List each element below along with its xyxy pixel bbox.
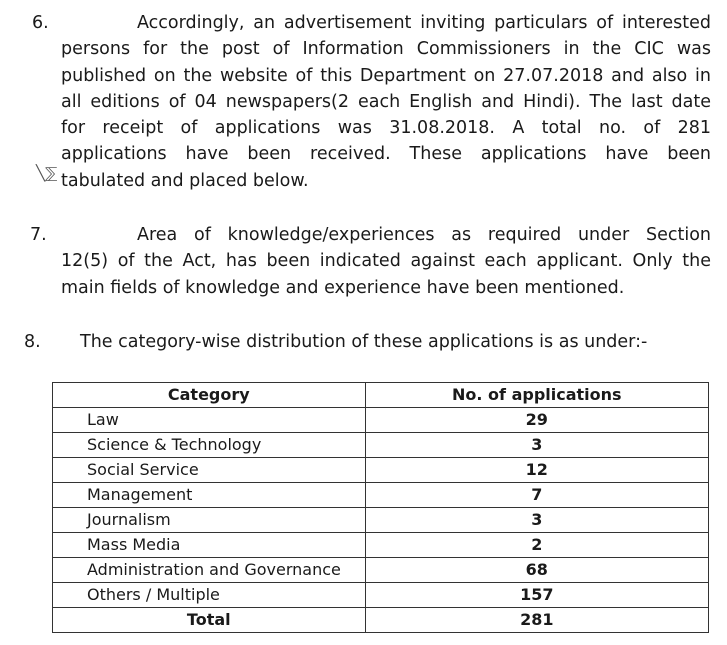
count-cell: 7 <box>365 483 708 508</box>
handwritten-margin-mark: ╲⅀ <box>36 164 58 182</box>
paragraph-line: applications have been received. These applications have been <box>61 144 711 165</box>
paragraph-number: 6. <box>32 13 49 33</box>
table-row <box>53 408 709 433</box>
total-count-cell: 281 <box>365 608 708 633</box>
count-cell: 68 <box>365 558 708 583</box>
count-cell: 2 <box>365 533 708 558</box>
paragraph-line: tabulated and placed below. <box>61 170 309 191</box>
category-cell: Others / Multiple <box>53 583 366 608</box>
paragraph-line: Accordingly, an advertisement inviting particulars of interested <box>137 13 711 33</box>
paragraph-line: main fields of knowledge and experience have been mentioned. <box>61 277 625 298</box>
table-row <box>53 433 709 458</box>
count-cell: 3 <box>365 508 708 533</box>
category-distribution-table <box>52 382 709 633</box>
category-cell: Mass Media <box>53 533 366 558</box>
table-row <box>53 458 709 483</box>
column-header-count: No. of applications <box>365 383 708 408</box>
column-header-category: Category <box>53 383 366 408</box>
paragraph-line: for receipt of applications was 31.08.2018. A total no. of 281 <box>61 118 711 139</box>
table-row <box>53 533 709 558</box>
category-cell: Administration and Governance <box>53 558 366 583</box>
table-row <box>53 558 709 583</box>
category-cell: Management <box>53 483 366 508</box>
paragraph-line: persons for the post of Information Commissioners in the CIC was <box>61 39 711 60</box>
paragraph-body <box>61 10 711 194</box>
count-cell: 3 <box>365 433 708 458</box>
table-row <box>53 583 709 608</box>
paragraph-line: Area of knowledge/experiences as required under Section <box>137 225 711 245</box>
count-cell: 157 <box>365 583 708 608</box>
count-cell: 29 <box>365 408 708 433</box>
total-label-cell: Total <box>53 608 366 633</box>
paragraph-line: all editions of 04 newspapers(2 each English and Hindi). The last date <box>61 91 711 112</box>
category-cell: Law <box>53 408 366 433</box>
paragraph-number: 7. <box>30 225 47 245</box>
table-row <box>53 483 709 508</box>
count-cell: 12 <box>365 458 708 483</box>
table-row <box>53 508 709 533</box>
category-cell: Journalism <box>53 508 366 533</box>
paragraph-line: published on the website of this Department on 27.07.2018 and also in <box>61 65 711 86</box>
paragraph-line: 12(5) of the Act, has been indicated against each applicant. Only the <box>61 251 711 272</box>
table-header-row <box>53 383 709 408</box>
paragraph-line: The category-wise distribution of these applications is as under:- <box>80 332 648 352</box>
paragraph-body <box>61 222 711 301</box>
table-total-row <box>53 608 709 633</box>
paragraph-number: 8. <box>24 332 41 352</box>
category-cell: Social Service <box>53 458 366 483</box>
category-cell: Science & Technology <box>53 433 366 458</box>
